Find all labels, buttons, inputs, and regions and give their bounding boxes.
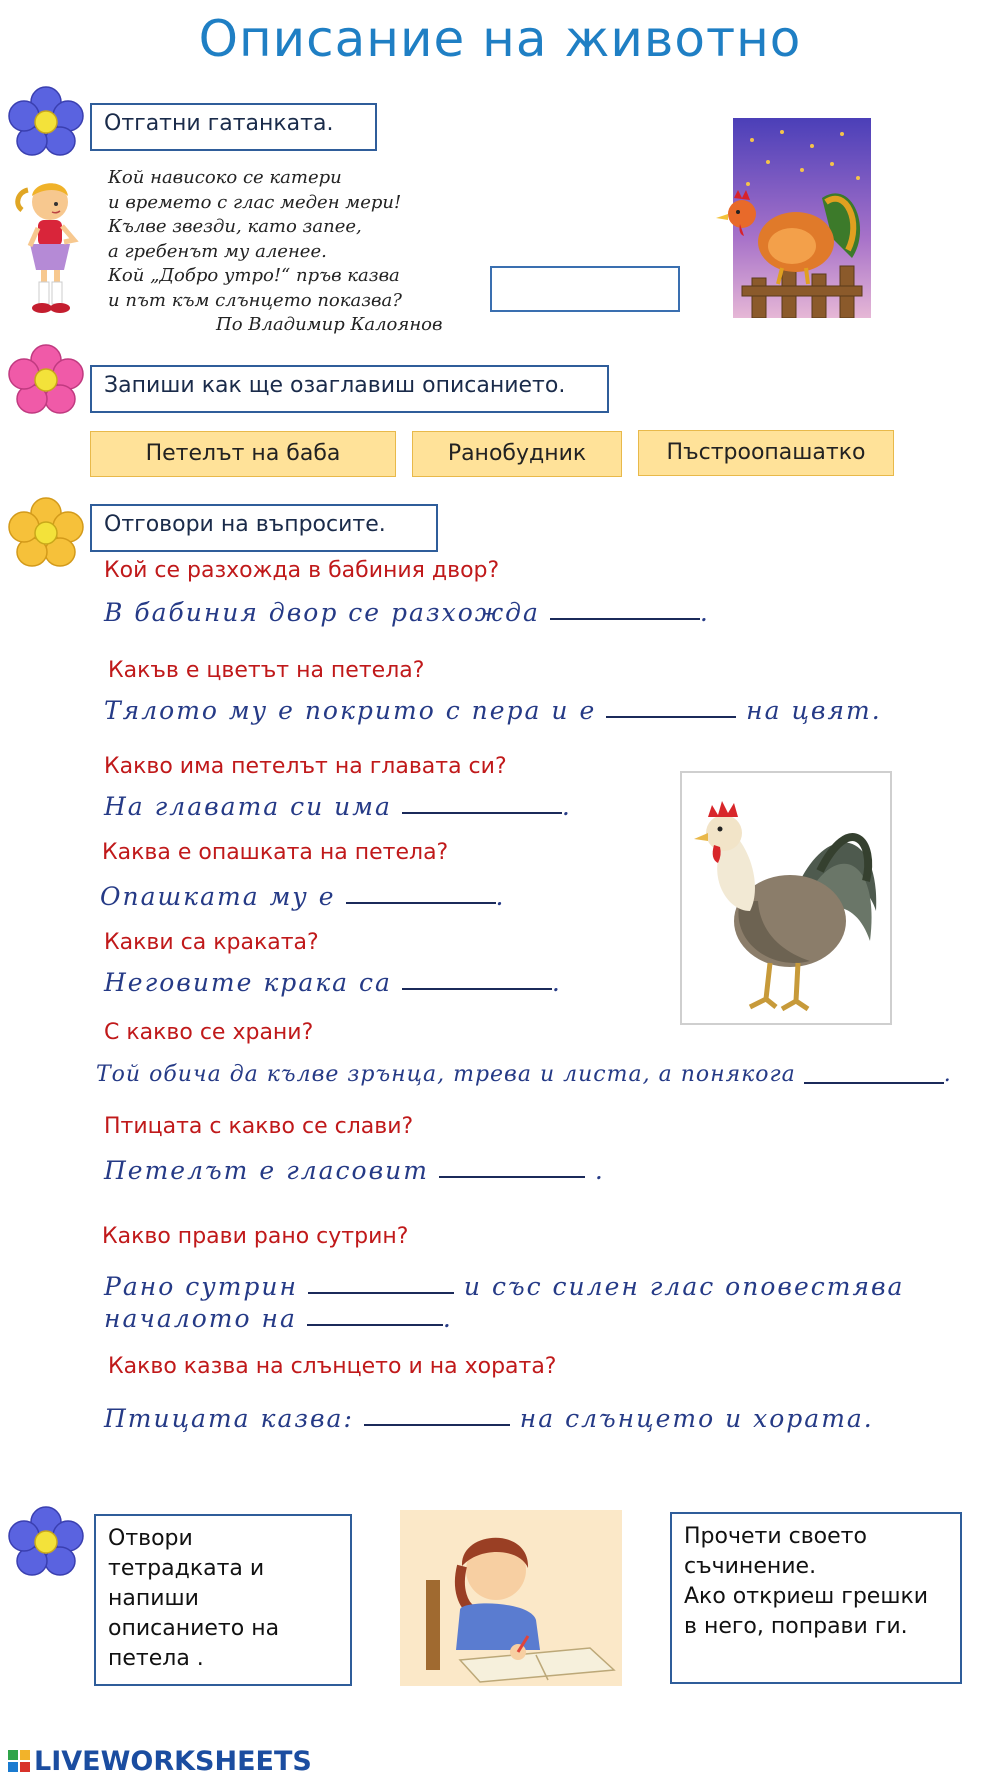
blue-flower-icon xyxy=(8,86,84,156)
riddle-line: Кой нависоко се катери xyxy=(108,167,342,188)
riddle-line: а гребенът му аленее. xyxy=(108,240,327,262)
blank-3[interactable] xyxy=(402,792,562,814)
answer-line-3 xyxy=(104,792,572,821)
blank-3-input[interactable] xyxy=(402,800,562,820)
answer-text-end: . xyxy=(594,1156,605,1185)
answer-text: Неговите крака са xyxy=(104,968,392,997)
footer-brand[interactable] xyxy=(8,1746,312,1777)
title-option-1[interactable]: Петелът на баба xyxy=(90,431,396,477)
question-6: С какво се храни? xyxy=(104,1020,314,1045)
blank-1-input[interactable] xyxy=(550,606,700,626)
answer-text: На главата си има xyxy=(104,792,392,821)
riddle-author: По Владимир Калоянов xyxy=(216,314,443,335)
answer-line-4 xyxy=(100,882,505,911)
blank-8a-input[interactable] xyxy=(308,1280,454,1300)
rooster-illustration xyxy=(680,771,892,1025)
answer-text-end: . xyxy=(561,792,572,821)
task-line: Ако откриеш грешки xyxy=(684,1584,929,1609)
task-line: Прочети своето xyxy=(684,1524,867,1549)
blank-6-input[interactable] xyxy=(804,1066,944,1086)
task-line: напиши xyxy=(108,1586,199,1611)
riddle-answer-input[interactable] xyxy=(490,266,680,312)
blue-flower-icon-2 xyxy=(8,1506,84,1578)
question-7: Птицата с какво се слави? xyxy=(104,1114,414,1139)
blank-8a[interactable] xyxy=(308,1272,454,1294)
answer-line-9 xyxy=(104,1404,874,1433)
page-title: Описание на животно xyxy=(198,10,802,68)
question-9: Какво казва на слънцето и на хората? xyxy=(108,1354,557,1379)
answer-text-end: . xyxy=(551,968,562,997)
question-1: Кой се разхожда в бабиния двор? xyxy=(104,558,500,583)
blank-1[interactable] xyxy=(550,598,700,620)
answer-text-middle: и със силен глас оповестява xyxy=(463,1272,905,1301)
pink-flower-icon xyxy=(8,344,84,416)
girl-illustration xyxy=(8,176,84,320)
task-line: съчинение. xyxy=(684,1554,817,1579)
task-line: описанието на xyxy=(108,1616,280,1641)
answer-text: В бабиния двор се разхожда xyxy=(104,598,540,627)
blank-2-input[interactable] xyxy=(606,704,736,724)
title-option-2[interactable]: Ранобудник xyxy=(412,431,622,477)
blank-5-input[interactable] xyxy=(402,976,552,996)
answer-line-8a xyxy=(104,1272,904,1301)
task-line: Отвори xyxy=(108,1526,193,1551)
answer-text: Рано сутрин xyxy=(104,1272,298,1301)
girl-writing-illustration xyxy=(400,1510,622,1686)
blank-6[interactable] xyxy=(804,1062,944,1084)
answer-line-1 xyxy=(104,598,710,627)
answer-text: Петелът е гласовит xyxy=(104,1156,429,1185)
riddle-line: и път към слънцето показва? xyxy=(108,289,402,311)
answer-text: Той обича да кълве зрънца, трева и листа, а понякога xyxy=(96,1062,796,1087)
answer-text: Птицата казва: xyxy=(104,1404,354,1433)
riddle-line: Кълве звезди, като запее, xyxy=(108,216,362,237)
blank-9[interactable] xyxy=(364,1404,510,1426)
answer-line-2 xyxy=(104,696,882,725)
blank-7-input[interactable] xyxy=(439,1164,585,1184)
answer-line-6 xyxy=(96,1062,952,1087)
blank-2[interactable] xyxy=(606,696,736,718)
blank-4[interactable] xyxy=(346,882,496,904)
blank-4-input[interactable] xyxy=(346,890,496,910)
task-write-box xyxy=(94,1514,352,1686)
yellow-flower-icon xyxy=(8,497,84,569)
task-proofread-box xyxy=(670,1512,962,1684)
riddle-line: и времето с глас меден мери! xyxy=(108,191,402,213)
blank-9-input[interactable] xyxy=(364,1412,510,1432)
rooster-night-illustration xyxy=(712,118,872,318)
answer-text-end: . xyxy=(943,1062,952,1087)
blank-8b[interactable] xyxy=(307,1304,443,1326)
question-5: Какви са краката? xyxy=(104,930,319,955)
answer-text: Опашката му е xyxy=(100,882,336,911)
instruction-questions: Отговори на въпросите. xyxy=(90,504,438,552)
question-2: Какъв е цветът на петела? xyxy=(108,658,425,683)
answer-text-end: . xyxy=(699,598,710,627)
answer-line-8b xyxy=(104,1304,453,1333)
instruction-title: Запиши как ще озаглавиш описанието. xyxy=(90,365,609,413)
task-line: петела . xyxy=(108,1646,204,1671)
instruction-riddle: Отгатни гатанката. xyxy=(90,103,377,151)
title-option-3[interactable]: Пъстроопашатко xyxy=(638,430,894,476)
blank-5[interactable] xyxy=(402,968,552,990)
task-line: тетрадката и xyxy=(108,1556,265,1581)
blank-7[interactable] xyxy=(439,1156,585,1178)
riddle-line: Кой „Добро утро!“ пръв казва xyxy=(108,265,400,286)
answer-text: началото на xyxy=(104,1304,297,1333)
answer-text-end: . xyxy=(495,882,506,911)
question-4: Каква е опашката на петела? xyxy=(102,840,449,865)
riddle-text xyxy=(108,166,468,338)
answer-line-5 xyxy=(104,968,562,997)
question-3: Какво има петелът на главата си? xyxy=(104,754,507,779)
answer-line-7 xyxy=(104,1156,605,1185)
liveworksheets-logo-icon xyxy=(8,1750,30,1772)
question-8: Какво прави рано сутрин? xyxy=(102,1224,409,1249)
footer-brand-text: LIVEWORKSHEETS xyxy=(34,1746,312,1777)
answer-text-end: на слънцето и хората. xyxy=(519,1404,874,1433)
answer-text-end: на цвят. xyxy=(746,696,882,725)
answer-text-end: . xyxy=(442,1304,453,1333)
answer-text: Тялото му е покрито с пера и е xyxy=(104,696,597,725)
task-line: в него, поправи ги. xyxy=(684,1614,908,1639)
blank-8b-input[interactable] xyxy=(307,1312,443,1332)
